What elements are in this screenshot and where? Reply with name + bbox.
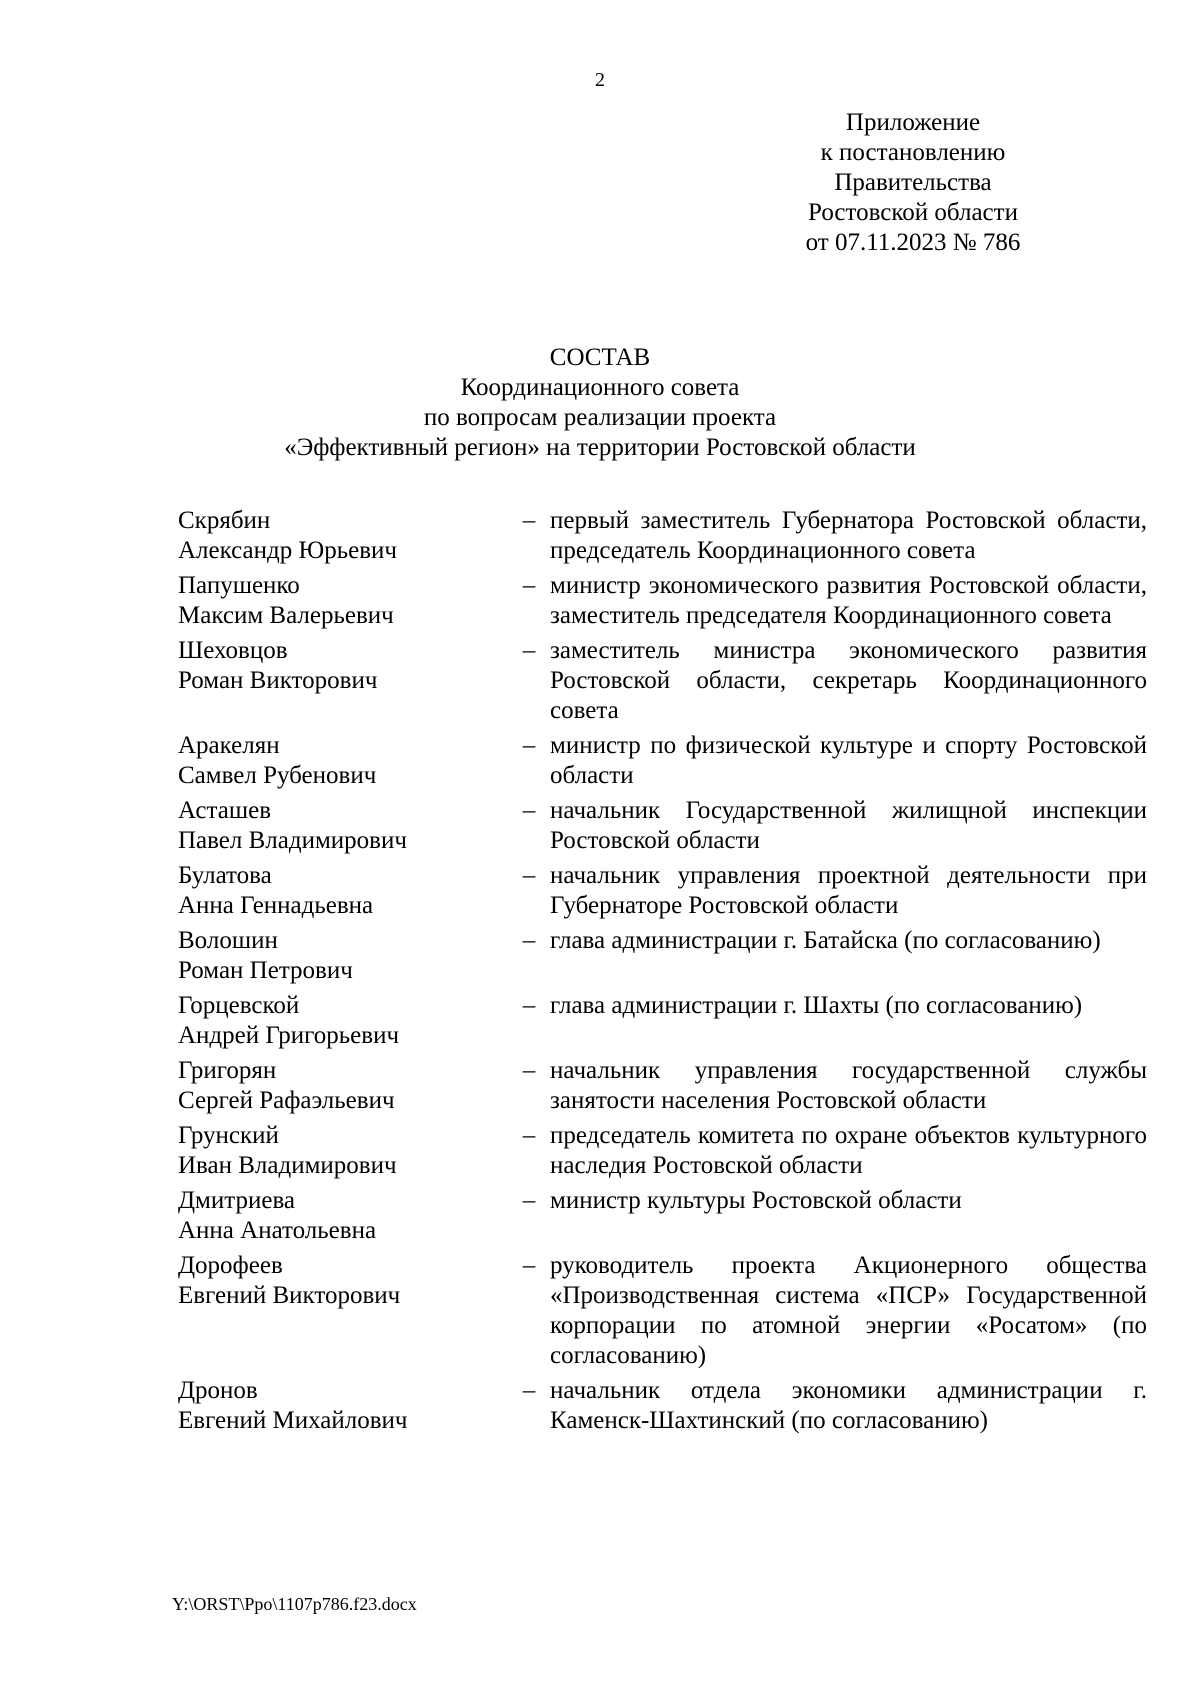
member-surname: Аракелян: [178, 732, 280, 759]
member-surname: Волошин: [178, 927, 278, 954]
member-given-name: Павел Владимирович: [178, 827, 407, 854]
dash: –: [522, 1187, 536, 1214]
member-given-name: Анна Геннадьевна: [178, 892, 374, 919]
member-row: [178, 1376, 1147, 1436]
member-given-name: Иван Владимирович: [178, 1152, 397, 1179]
member-role: глава администрации г. Батайска (по согласованию): [550, 927, 1101, 954]
member-name: [178, 636, 514, 696]
member-role: министр экономического развития Ростовской области, заместитель председателя Координационного совета: [550, 572, 1147, 629]
member-given-name: Андрей Григорьевич: [178, 1022, 400, 1049]
appendix-line: Правительства: [834, 169, 992, 196]
member-name: [178, 861, 514, 921]
member-role: глава администрации г. Шахты (по согласованию): [550, 992, 1083, 1019]
dash: –: [522, 732, 536, 759]
members-list: [178, 506, 1147, 1441]
member-surname: Шеховцов: [178, 637, 288, 664]
member-role: министр по физической культуре и спорту Ростовской области: [550, 732, 1147, 789]
dash: –: [522, 797, 536, 824]
dash: –: [522, 507, 536, 534]
member-row: [178, 636, 1147, 726]
appendix-line: от 07.11.2023 № 786: [805, 229, 1021, 256]
member-given-name: Роман Викторович: [178, 667, 378, 694]
member-role: начальник отдела экономики администрации г. Каменск-Шахтинский (по согласованию): [550, 1377, 1147, 1434]
appendix-line: к постановлению: [820, 139, 1006, 166]
member-row: [178, 506, 1147, 566]
title-line: Координационного совета: [460, 374, 740, 401]
member-role: заместитель министра экономического развития Ростовской области, секретарь Координационного совета: [550, 637, 1147, 724]
dash: –: [522, 862, 536, 889]
member-row: [178, 991, 1147, 1051]
member-role: начальник управления государственной службы занятости населения Ростовской области: [550, 1057, 1147, 1114]
member-name: [178, 1186, 514, 1246]
member-surname: Дронов: [178, 1377, 258, 1404]
member-given-name: Самвел Рубенович: [178, 762, 377, 789]
appendix-line: Приложение: [845, 109, 981, 136]
member-name: [178, 1376, 514, 1436]
dash: –: [522, 927, 536, 954]
member-surname: Скрябин: [178, 507, 271, 534]
dash: –: [522, 992, 536, 1019]
member-name: [178, 1251, 514, 1311]
member-role: начальник Государственной жилищной инспекции Ростовской области: [550, 797, 1147, 854]
member-given-name: Сергей Рафаэльевич: [178, 1087, 395, 1114]
member-role: председатель комитета по охране объектов культурного наследия Ростовской области: [550, 1122, 1147, 1179]
member-given-name: Александр Юрьевич: [178, 537, 397, 564]
document-title: [0, 343, 1200, 463]
member-name: [178, 731, 514, 791]
member-row: [178, 796, 1147, 856]
member-row: [178, 1056, 1147, 1116]
title-line: «Эффективный регион» на территории Ростовской области: [284, 434, 916, 461]
member-surname: Горцевской: [178, 992, 300, 1019]
file-path-footer: Y:\ORST\Ppo\1107p786.f23.docx: [172, 1594, 417, 1614]
member-name: [178, 571, 514, 631]
member-row: [178, 731, 1147, 791]
member-given-name: Максим Валерьевич: [178, 602, 394, 629]
appendix-block: [793, 108, 1033, 258]
member-name: [178, 506, 514, 566]
member-given-name: Анна Анатольевна: [178, 1217, 377, 1244]
member-given-name: Евгений Михайлович: [178, 1407, 408, 1434]
appendix-line: Ростовской области: [808, 199, 1018, 226]
member-surname: Асташев: [178, 797, 272, 824]
member-row: [178, 1186, 1147, 1246]
member-surname: Булатова: [178, 862, 272, 889]
dash: –: [522, 1122, 536, 1149]
member-given-name: Евгений Викторович: [178, 1282, 401, 1309]
member-surname: Папушенко: [178, 572, 300, 599]
title-line: по вопросам реализации проекта: [423, 404, 777, 431]
member-surname: Григорян: [178, 1057, 277, 1084]
member-surname: Грунский: [178, 1122, 279, 1149]
member-surname: Дорофеев: [178, 1252, 283, 1279]
page-number: 2: [595, 69, 605, 91]
member-name: [178, 1056, 514, 1116]
member-row: [178, 861, 1147, 921]
member-given-name: Роман Петрович: [178, 957, 353, 984]
member-row: [178, 926, 1147, 986]
dash: –: [522, 637, 536, 664]
dash: –: [522, 1252, 536, 1279]
member-name: [178, 1121, 514, 1181]
member-row: [178, 1251, 1147, 1371]
member-name: [178, 796, 514, 856]
member-row: [178, 571, 1147, 631]
member-role: министр культуры Ростовской области: [550, 1187, 962, 1214]
member-surname: Дмитриева: [178, 1187, 296, 1214]
member-name: [178, 991, 514, 1051]
title-heading: СОСТАВ: [549, 344, 651, 371]
member-row: [178, 1121, 1147, 1181]
member-name: [178, 926, 514, 986]
member-role: начальник управления проектной деятельности при Губернаторе Ростовской области: [550, 862, 1147, 919]
member-role: руководитель проекта Акционерного общества «Производственная система «ПСР» Государственной корпорации по атомной энергии «Росатом» (по согласованию): [550, 1252, 1147, 1369]
dash: –: [522, 1057, 536, 1084]
dash: –: [522, 1377, 536, 1404]
dash: –: [522, 572, 536, 599]
member-role: первый заместитель Губернатора Ростовской области, председатель Координационного совета: [550, 507, 1147, 564]
